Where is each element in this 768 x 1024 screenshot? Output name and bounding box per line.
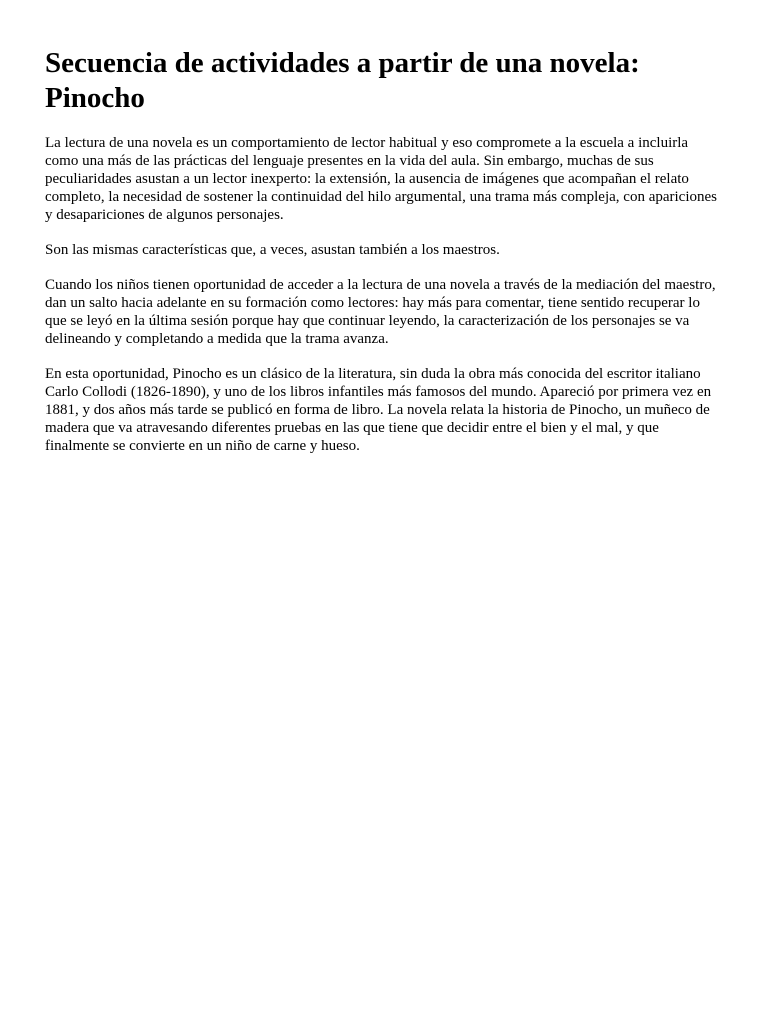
paragraph-pinocho: En esta oportunidad, Pinocho es un clásico de la literatura, sin duda la obra más conocida del escritor italiano Carlo Collodi (1826-1890), y uno de los libros infantiles más famosos del mundo. Apareció por primera vez en 1881, y dos años más tarde se publicó en forma de libro. La novela relata la historia de Pinocho, un muñeco de madera que va atravesando diferentes pruebas en las que tiene que decidir entre el bien y el mal, y que finalmente se convierte en un niño de carne y hueso. xyxy=(45,366,712,454)
paragraph-mediation: Cuando los niños tienen oportunidad de acceder a la lectura de una novela a través de la mediación del maestro, dan un salto hacia adelante en su formación como lectores: hay más para comentar, tiene sentido recuperar lo que se leyó en la última sesión porque hay que continuar leyendo, la caracterización de los personajes se va delineando y completando a medida que la trama avanza. xyxy=(45,277,716,347)
paragraph-teachers: Son las mismas características que, a veces, asustan también a los maestros. xyxy=(45,242,500,258)
document-title: Secuencia de actividades a partir de una novela: Pinocho xyxy=(45,47,640,114)
document-page xyxy=(45,46,725,472)
paragraph-intro: La lectura de una novela es un comportamiento de lector habitual y eso compromete a la escuela a incluirla como una más de las prácticas del lenguaje presentes en la vida del aula. Sin embargo, muchas de sus peculiaridades asustan a un lector inexperto: la extensión, la ausencia de imágenes que acompañan el relato completo, la necesidad de sostener la continuidad del hilo argumental, una trama más compleja, con apariciones y desapariciones de algunos personajes. xyxy=(45,135,717,223)
